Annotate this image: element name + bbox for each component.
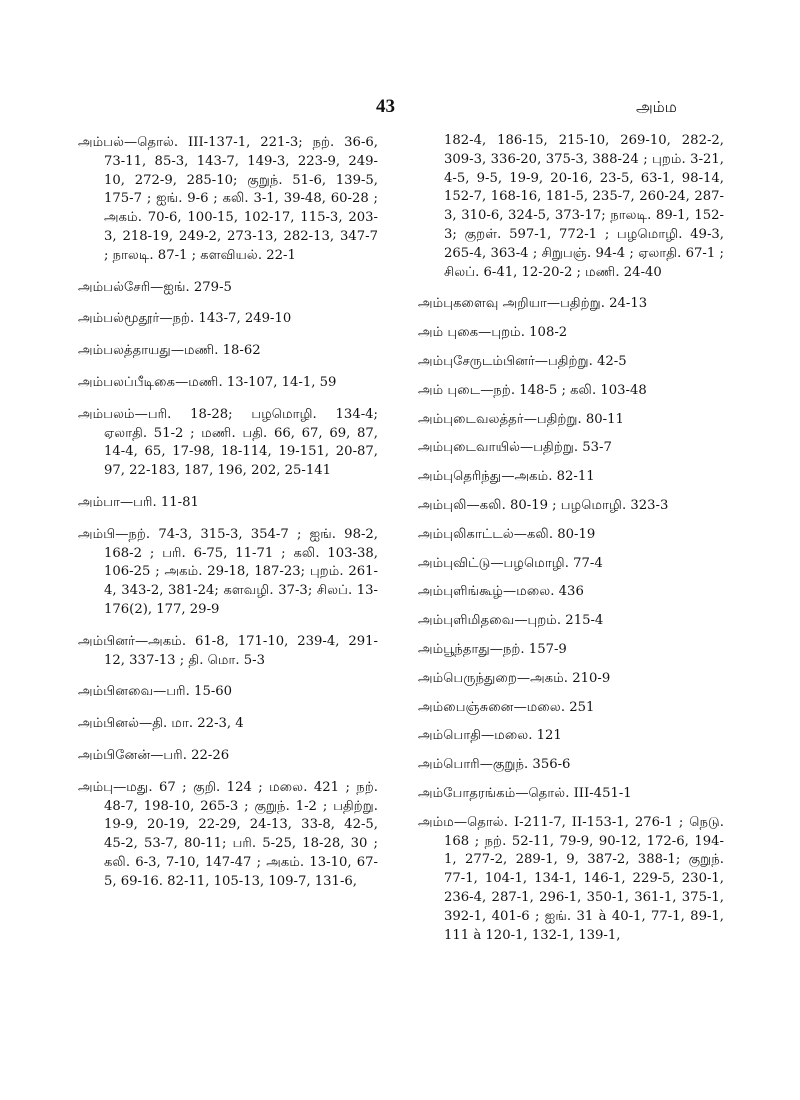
index-entry: அம்பொரி—குறுந். 356-6 <box>418 757 571 773</box>
index-entry: அம்பூந்தாது—நற். 157-9 <box>418 641 567 657</box>
index-entry: அம்பொதி—மலை. 121 <box>418 728 562 744</box>
index-entry: அம்புலி—கலி. 80-19 ; பழமொழி. 323-3 <box>418 497 669 513</box>
index-entry: அம்புடைவலத்தர்—பதிற்று. 80-11 <box>418 411 624 427</box>
index-entry: அம்புசேருடம்பினர்—பதிற்று. 42-5 <box>418 353 627 369</box>
index-entry: அம்புடைவாயில்—பதிற்று. 53-7 <box>418 440 612 456</box>
index-entry: அம்பல்சேரி—ஐங். 279-5 <box>78 279 232 295</box>
index-entry: அம்பல்மூதூர்—நற். 143-7, 249-10 <box>78 311 292 327</box>
left-column <box>78 134 378 905</box>
index-entry: அம்பினவை—பரி. 15-60 <box>78 684 233 700</box>
index-entry: அம்புவிட்டு—பழமொழி. 77-4 <box>418 555 603 571</box>
index-entry-continued: 182-4, 186-15, 215-10, 269-10, 282-2, 309-3, 336-20, 375-3, 388-24 ; புறம். 3-21, 4-5, 9-5, 19-9, 20-16, 23-5, 63-1, 98-14, 152-7, 168-16, 181-5, 235-7, 260-24, 287-3, 310-6, 324-5, 373-17; நாலடி. 89-1, 152-3; குறள். 597-1, 772-1 ; பழமொழி. 49-3, 265-4, 363-4 ; சிறுபஞ். 94-4 ; ஏலாதி. 67-1 ; சிலப். 6-41, 12-20-2 ; மணி. 24-40 <box>444 133 724 280</box>
running-head: அம்ம <box>636 98 677 116</box>
index-entry: அம்பலப்பீடிகை—மணி. 13-107, 14-1, 59 <box>78 374 337 390</box>
index-entry: அம்பெருந்துறை—அகம். 210-9 <box>418 670 611 686</box>
index-entry: அம் புடை—நற். 148-5 ; கலி. 103-48 <box>418 382 647 398</box>
index-entry: அம்பைஞ்சுனை—மலை. 251 <box>418 699 595 715</box>
index-entry: அம்புகளைவு அறியா—பதிற்று. 24-13 <box>418 296 648 312</box>
index-entry: அம்பலத்தாயது—மணி. 18-62 <box>78 343 261 359</box>
index-entry: அம்பினல்—தி. மா. 22-3, 4 <box>78 716 244 732</box>
index-entry: அம்பா—பரி. 11-81 <box>78 494 199 510</box>
index-entry: அம்பல்—தொல். III-137-1, 221-3; நற். 36-6, 73-11, 85-3, 143-7, 149-3, 223-9, 249-10, 272-9, 285-10; குறுந். 51-6, 139-5, 175-7 ; ஐங். 9-6 ; கலி. 3-1, 39-48, 60-28 ; அகம். 70-6, 100-15, 102-17, 115-3, 203-3, 218-19, 249-2, 273-13, 282-13, 347-7 ; நாலடி. 87-1 ; களவியல். 22-1 <box>78 135 378 263</box>
index-entry: அம்பு—மது. 67 ; குறி. 124 ; மலை. 421 ; நற். 48-7, 198-10, 265-3 ; குறுந். 1-2 ; பதிற்று. 19-9, 20-19, 22-29, 24-13, 33-8, 42-5, 45-2, 53-7, 80-11; பரி. 5-25, 18-28, 30 ; கலி. 6-3, 7-10, 147-47 ; அகம். 13-10, 67-5, 69-16. 82-11, 105-13, 109-7, 131-6, <box>78 779 378 889</box>
index-entry: அம்ம—தொல். I-211-7, II-153-1, 276-1 ; நெடு. 168 ; நற். 52-11, 79-9, 90-12, 172-6, 194-1, 277-2, 289-1, 9, 387-2, 388-1; குறுந். 77-1, 104-1, 134-1, 146-1, 229-5, 230-1, 236-4, 287-1, 296-1, 350-1, 361-1, 375-1, 392-1, 401-6 ; ஐங். 31 à 40-1, 77-1, 89-1, 111 à 120-1, 132-1, 139-1, <box>418 814 724 943</box>
page-number: 43 <box>376 96 395 117</box>
index-entry: அம்புளிங்கூழ்—மலை. 436 <box>418 584 584 600</box>
index-entry: அம்பினேன்—பரி. 22-26 <box>78 747 230 763</box>
index-entry: அம்புளிமிதவை—புறம். 215-4 <box>418 613 604 629</box>
index-entry: அம்போதரங்கம்—தொல். III-451-1 <box>418 785 632 801</box>
index-entry: அம்பினர்—அகம். 61-8, 171-10, 239-4, 291-12, 337-13 ; தி. மொ. 5-3 <box>78 633 378 668</box>
index-entry: அம்புதெரிந்து—அகம். 82-11 <box>418 469 595 485</box>
index-entry: அம் புகை—புறம். 108-2 <box>418 325 568 341</box>
index-entry: அம்பி—நற். 74-3, 315-3, 354-7 ; ஐங். 98-2, 168-2 ; பரி. 6-75, 11-71 ; கலி. 103-38, 106-25 ; அகம். 29-18, 187-23; புறம். 261-4, 343-2, 381-24; களவழி. 37-3; சிலப். 13-176(2), 177, 29-9 <box>78 526 378 617</box>
right-column <box>418 132 724 958</box>
index-entry: அம்பலம்—பரி. 18-28; பழமொழி. 134-4; ஏலாதி. 51-2 ; மணி. பதி. 66, 67, 69, 87, 14-4, 65, 17-98, 18-114, 19-151, 20-87, 97, 22-183, 187, 196, 202, 25-141 <box>78 406 378 479</box>
index-entry: அம்புலிகாட்டல்—கலி. 80-19 <box>418 526 596 542</box>
